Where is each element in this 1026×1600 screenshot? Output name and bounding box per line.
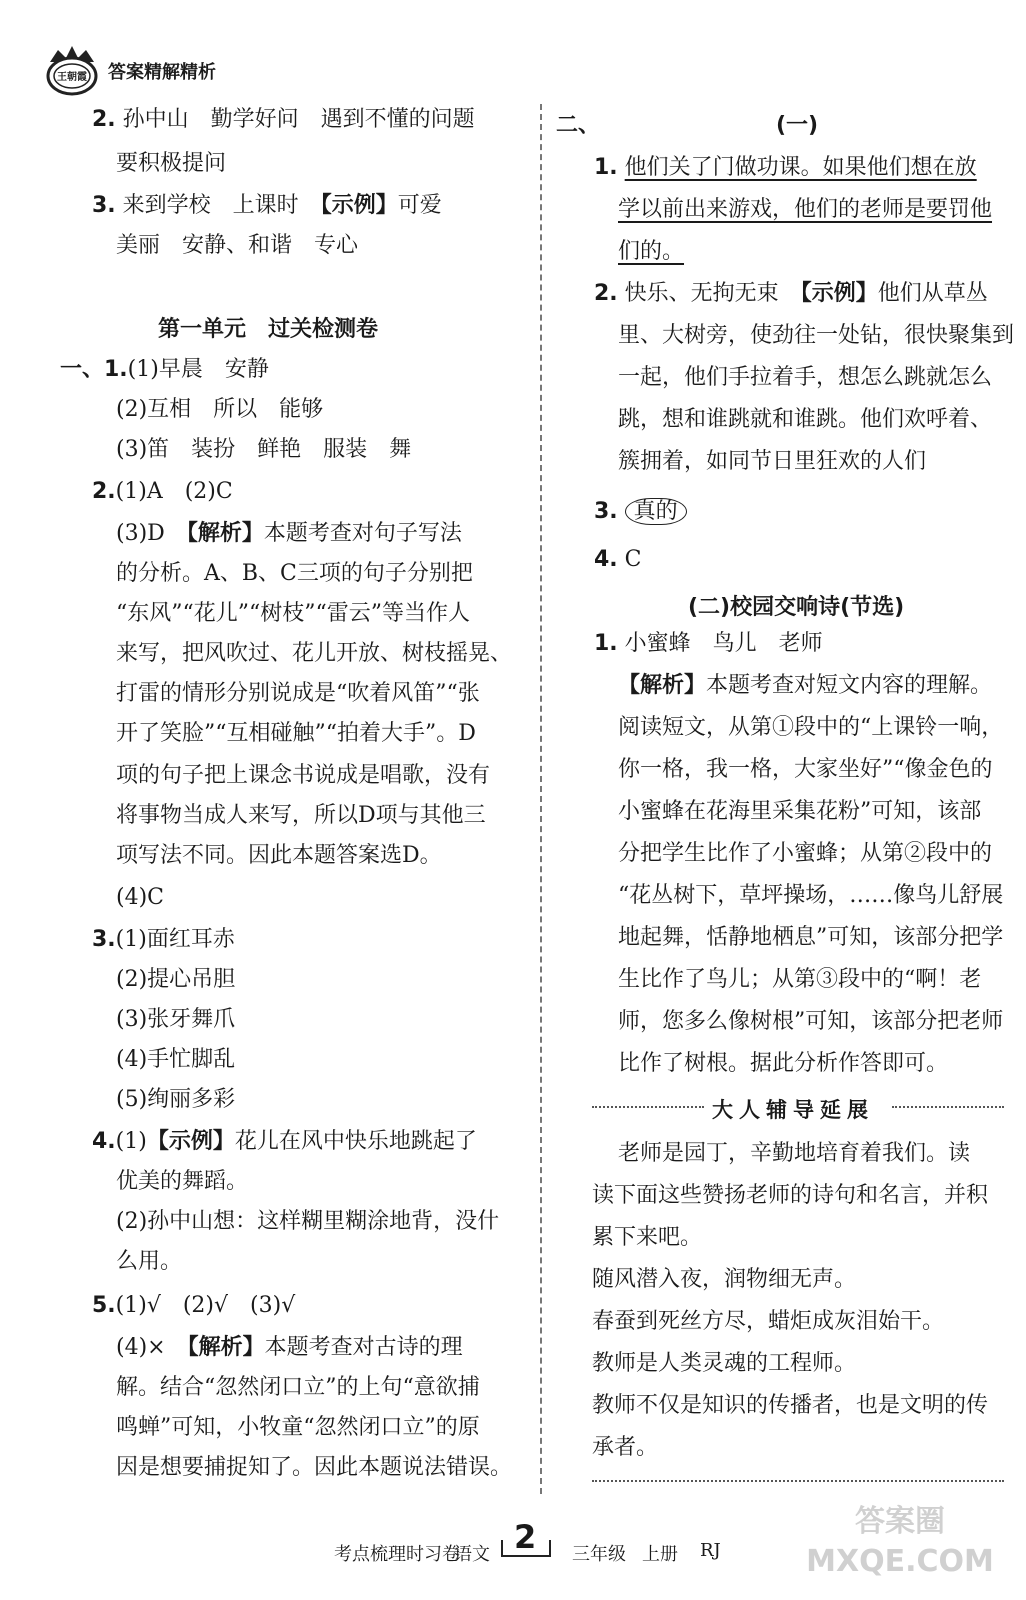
watermark: 答案圈 MXQE.COM — [806, 1504, 994, 1579]
column-divider — [540, 104, 542, 1494]
footer-edition: RJ — [700, 1540, 721, 1561]
answer-line: 跳，想和谁跳就和谁跳。他们欢呼着、 — [618, 407, 993, 432]
answer-line: 们的。 — [618, 239, 685, 264]
answer-line: “东风”“花儿”“树枝”“雷云”等当作人 — [116, 601, 470, 626]
answer-line: 你一格，我一格，大家坐好”“像金色的 — [618, 757, 993, 782]
answer-line: 【解析】本题考查对短文内容的理解。 — [618, 673, 993, 698]
section-heading: 二、 — [556, 113, 601, 138]
extension-line: 教师是人类灵魂的工程师。 — [592, 1351, 857, 1376]
answer-line: 要积极提问 — [116, 151, 227, 176]
extension-line: 随风潜入夜，润物细无声。 — [592, 1267, 857, 1292]
answer-line: 项的句子把上课念书说成是唱歌，没有 — [116, 763, 491, 788]
answer-line: 将事物当成人来写，所以D项与其他三 — [116, 803, 486, 828]
extension-line: 承者。 — [592, 1435, 659, 1460]
extension-divider — [892, 1106, 1004, 1108]
extension-line: 累下来吧。 — [592, 1225, 703, 1250]
extension-line: 读下面这些赞扬老师的诗句和名言，并积 — [592, 1183, 989, 1208]
answer-line: (4)C — [116, 885, 164, 910]
answer-line: 的分析。A、B、C三项的句子分别把 — [116, 561, 473, 586]
answer-line: (2)孙中山想：这样糊里糊涂地背，没什 — [116, 1209, 500, 1234]
answer-line: 解。结合“忽然闭口立”的上句“意欲捕 — [116, 1375, 480, 1400]
answer-line: 3. 来到学校 上课时 【示例】可爱 — [92, 193, 442, 218]
answer-line: (3)笛 装扮 鲜艳 服装 舞 — [116, 437, 412, 462]
answer-line: 项写法不同。因此本题答案选D。 — [116, 843, 442, 868]
header-title: 答案精解精析 — [108, 62, 216, 83]
answer-line: (5)绚丽多彩 — [116, 1087, 236, 1112]
answer-line: (4)× 【解析】本题考查对古诗的理 — [116, 1335, 463, 1360]
answer-line: 分把学生比作了小蜜蜂；从第②段中的 — [618, 841, 993, 866]
answer-line: 生比作了鸟儿；从第③段中的“啊！老 — [618, 967, 982, 992]
answer-line: 地起舞，恬静地栖息”可知，该部分把学 — [618, 925, 1004, 950]
answer-line: “花丛树下，草坪操场，……像鸟儿舒展 — [618, 883, 1004, 908]
answer-line: 里、大树旁，使劲往一处钻，很快聚集到 — [618, 323, 1015, 348]
answer-line: 来写，把风吹过、花儿开放、树枝摇晃、 — [116, 641, 513, 666]
extension-divider — [592, 1106, 704, 1108]
answer-line: (3)张牙舞爪 — [116, 1007, 236, 1032]
extension-line: 春蚕到死丝方尽，蜡炬成灰泪始干。 — [592, 1309, 945, 1334]
answer-line: (2)互相 所以 能够 — [116, 397, 324, 422]
answer-line: 5.(1)√ (2)√ (3)√ — [92, 1293, 296, 1318]
subsection-heading: (一) — [776, 113, 819, 138]
answer-line: 3.(1)面红耳赤 — [92, 927, 235, 952]
footer-book: 考点梳理时习卷 — [334, 1544, 460, 1565]
answer-line: 小蜜蜂在花海里采集花粉”可知，该部 — [618, 799, 982, 824]
page-number-mark — [498, 1518, 554, 1560]
answer-line: 3. 真的 — [594, 492, 687, 532]
extension-line: 老师是园丁，辛勤地培育着我们。读 — [596, 1141, 971, 1166]
footer-subject: 语文 — [454, 1544, 490, 1565]
answer-line: 美丽 安静、和谐 专心 — [116, 233, 359, 258]
answer-line: 么用。 — [116, 1249, 183, 1274]
answer-line: 开了笑脸”“互相碰触”“拍着大手”。D — [116, 721, 476, 746]
answer-line: 阅读短文，从第①段中的“上课铃一响， — [618, 715, 1004, 740]
extension-bottom-divider — [592, 1480, 1004, 1482]
header — [44, 44, 244, 96]
answer-line: 2. 孙中山 勤学好问 遇到不懂的问题 — [92, 107, 475, 132]
answer-line: 1. 他们关了门做功课。如果他们想在放 — [594, 155, 977, 180]
answer-line: 4. C — [594, 547, 642, 572]
answer-line: 学以前出来游戏，他们的老师是要罚他 — [618, 197, 993, 222]
answer-line: 一、1.(1)早晨 安静 — [60, 357, 269, 382]
answer-line: 优美的舞蹈。 — [116, 1169, 249, 1194]
extension-line: 教师不仅是知识的传播者，也是文明的传 — [592, 1393, 989, 1418]
answer-line: 1. 小蜜蜂 鸟儿 老师 — [594, 631, 823, 656]
answer-line: 打雷的情形分别说成是“吹着风笛”“张 — [116, 681, 480, 706]
footer-grade: 三年级 — [572, 1544, 626, 1565]
answer-line: (4)手忙脚乱 — [116, 1047, 236, 1072]
answer-line: 因是想要捕捉知了。因此本题说法错误。 — [116, 1455, 513, 1480]
answer-line: 师，您多么像树根”可知，该部分把老师 — [618, 1009, 1004, 1034]
answer-line: 比作了树根。据此分析作答即可。 — [618, 1051, 949, 1076]
answer-line: 鸣蝉”可知，小牧童“忽然闭口立”的原 — [116, 1415, 480, 1440]
answer-line: (2)提心吊胆 — [116, 967, 236, 992]
extension-title: 大人辅导延展 — [712, 1098, 874, 1122]
footer-volume: 上册 — [642, 1544, 678, 1565]
answer-line: (3)D 【解析】本题考查对句子写法 — [116, 521, 462, 546]
page-number: 2 — [514, 1518, 537, 1556]
unit-title: 第一单元 过关检测卷 — [158, 317, 379, 342]
answer-line: 一起，他们手拉着手，想怎么跳就怎么 — [618, 365, 993, 390]
answer-line: 4.(1)【示例】花儿在风中快乐地跳起了 — [92, 1129, 477, 1154]
circled-answer: 真的 — [625, 498, 687, 525]
answer-line: 簇拥着，如同节日里狂欢的人们 — [618, 449, 927, 474]
answer-line: 2. 快乐、无拘无束 【示例】他们从草丛 — [594, 281, 988, 306]
logo-text: 王朝霞 — [57, 72, 87, 83]
logo — [44, 44, 100, 96]
subsection-heading: (二)校园交响诗(节选) — [688, 595, 905, 620]
answer-line: 2.(1)A (2)C — [92, 479, 233, 504]
